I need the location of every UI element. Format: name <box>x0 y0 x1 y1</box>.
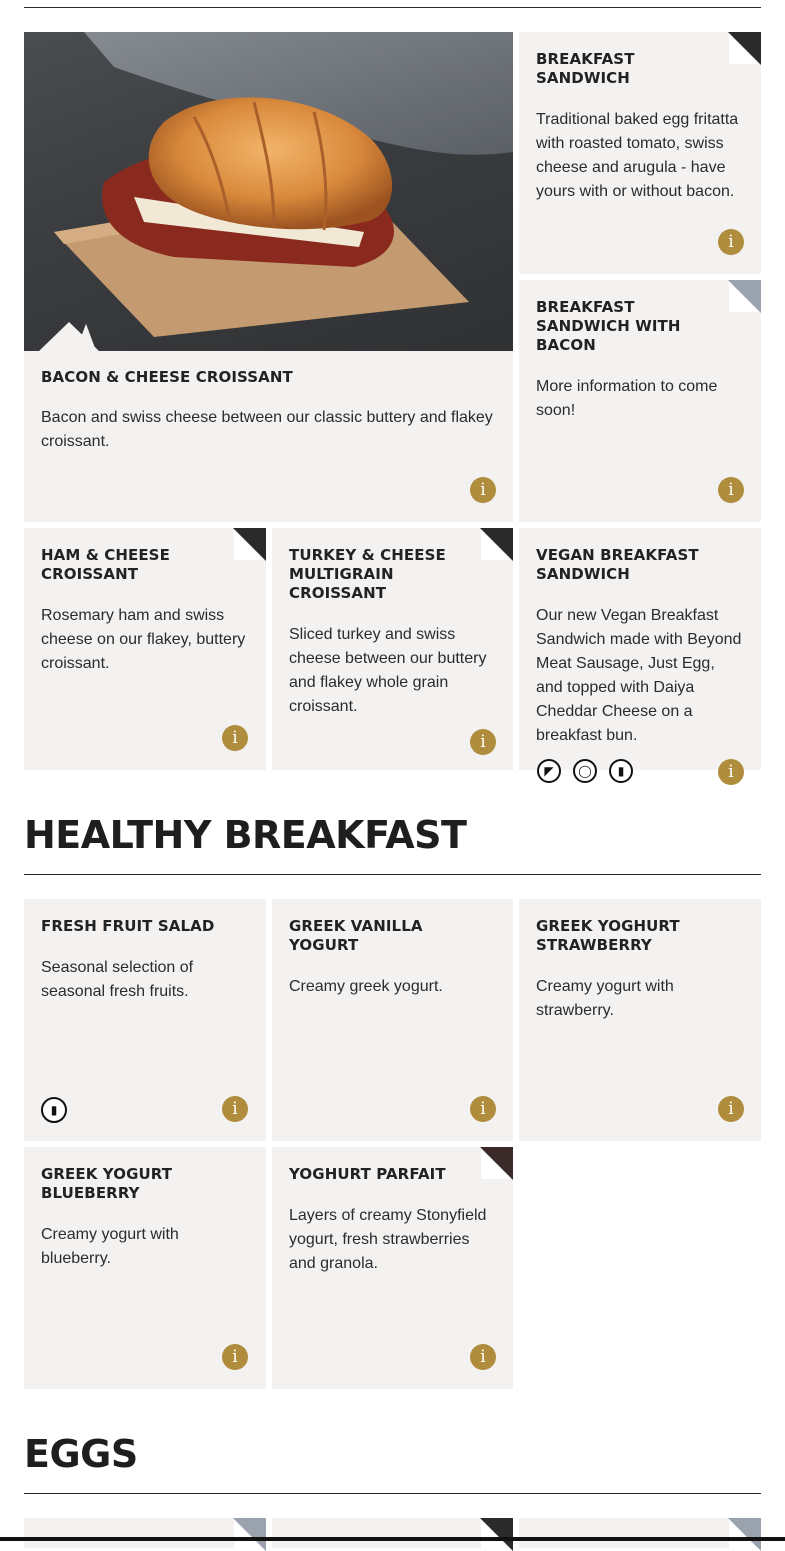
info-icon[interactable]: i <box>222 1096 248 1122</box>
card-title: GREEK VANILLA YOGURT <box>289 917 423 954</box>
menu-card-greek-yoghurt-strawberry[interactable] <box>519 899 761 1141</box>
card-title: FRESH FRUIT SALAD <box>41 917 215 935</box>
bacon-croissant-photo <box>24 32 513 351</box>
card-description: Traditional baked egg fritatta with roasted tomato, swiss cheese and arugula - have yours with or without bacon. <box>536 111 739 200</box>
menu-card-vegan-breakfast-sandwich[interactable] <box>519 528 761 782</box>
card-title: VEGAN BREAKFAST SANDWICH <box>536 546 699 583</box>
menu-card-eggs-2[interactable] <box>272 1518 513 1548</box>
menu-card-fresh-fruit-salad[interactable] <box>24 899 266 1141</box>
top-divider <box>24 7 761 8</box>
menu-card-eggs-1[interactable] <box>24 1518 266 1548</box>
menu-card-yoghurt-parfait[interactable] <box>272 1147 513 1389</box>
corner-fold-badge <box>233 528 266 561</box>
card-description: Sliced turkey and swiss cheese between our buttery and flakey whole grain croissant. <box>289 626 487 715</box>
menu-card-greek-yogurt-blueberry[interactable] <box>24 1147 266 1389</box>
card-title: GREEK YOGHURT STRAWBERRY <box>536 917 680 954</box>
corner-fold-badge <box>728 1518 761 1551</box>
card-title: GREEK YOGURT BLUEBERRY <box>41 1165 173 1202</box>
info-icon[interactable]: i <box>718 477 744 503</box>
card-description: Our new Vegan Breakfast Sandwich made with Beyond Meat Sausage, Just Egg, and topped with Daiya Cheddar Cheese on a breakfast bun. <box>536 607 742 744</box>
corner-fold-badge <box>728 280 761 313</box>
menu-card-ham-cheese-croissant[interactable] <box>24 528 266 770</box>
corner-fold-badge <box>480 1518 513 1551</box>
section-title-eggs: EGGS <box>24 1432 138 1476</box>
bottom-toolbar-edge <box>0 1537 785 1541</box>
section-title-healthy-breakfast: HEALTHY BREAKFAST <box>24 813 467 857</box>
corner-fold-badge <box>480 1147 513 1180</box>
card-description: Layers of creamy Stonyfield yogurt, fresh strawberries and granola. <box>289 1207 487 1272</box>
info-icon[interactable]: i <box>718 1096 744 1122</box>
corner-fold-badge <box>728 32 761 65</box>
info-icon[interactable]: i <box>470 1344 496 1370</box>
corner-fold-badge <box>233 1518 266 1551</box>
card-title: BREAKFAST SANDWICH <box>536 50 635 87</box>
menu-card-greek-vanilla-yogurt[interactable] <box>272 899 513 1141</box>
card-description: Creamy yogurt with strawberry. <box>536 978 674 1019</box>
croissant-illustration <box>24 32 513 351</box>
no-egg-icon: ◯ <box>573 759 597 783</box>
menu-card-turkey-cheese-croissant[interactable] <box>272 528 513 770</box>
card-description: Creamy yogurt with blueberry. <box>41 1226 179 1267</box>
menu-card-breakfast-sandwich-with-bacon[interactable] <box>519 280 761 522</box>
card-title: BACON & CHEESE CROISSANT <box>41 368 293 386</box>
card-title: YOGHURT PARFAIT <box>289 1165 446 1183</box>
info-icon[interactable]: i <box>718 759 744 785</box>
card-title: TURKEY & CHEESE MULTIGRAIN CROISSANT <box>289 546 446 602</box>
menu-card-breakfast-sandwich[interactable] <box>519 32 761 274</box>
info-icon[interactable]: i <box>222 1344 248 1370</box>
photo-pointer <box>39 322 99 351</box>
menu-card-bacon-cheese-croissant[interactable] <box>24 32 513 522</box>
info-icon[interactable]: i <box>470 477 496 503</box>
card-description: Creamy greek yogurt. <box>289 978 443 995</box>
info-icon[interactable]: i <box>718 229 744 255</box>
section-divider <box>24 1493 761 1494</box>
corner-fold-badge <box>480 528 513 561</box>
section-divider <box>24 874 761 875</box>
info-icon[interactable]: i <box>470 1096 496 1122</box>
no-dairy-icon: ▮ <box>609 759 633 783</box>
card-title: HAM & CHEESE CROISSANT <box>41 546 170 583</box>
card-title: BREAKFAST SANDWICH WITH BACON <box>536 298 681 354</box>
dairy-free-icon: ▮ <box>41 1097 67 1123</box>
card-description: More information to come soon! <box>536 378 718 419</box>
info-icon[interactable]: i <box>222 725 248 751</box>
vegan-leaf-icon: ◤ <box>537 759 561 783</box>
card-description: Seasonal selection of seasonal fresh fruits. <box>41 959 194 1000</box>
card-description: Rosemary ham and swiss cheese on our flakey, buttery croissant. <box>41 607 246 672</box>
info-icon[interactable]: i <box>470 729 496 755</box>
card-description: Bacon and swiss cheese between our classic buttery and flakey croissant. <box>41 409 493 450</box>
menu-card-eggs-3[interactable] <box>519 1518 761 1548</box>
